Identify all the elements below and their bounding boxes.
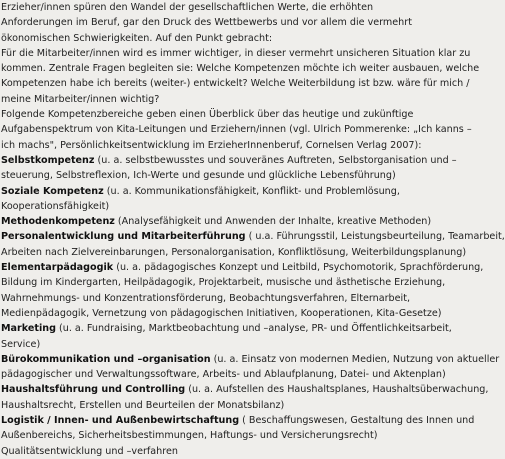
- text-line: [1, 352, 500, 367]
- text-line: [1, 382, 489, 397]
- section-heading: Personalentwicklung und Mitarbeiterführung: [1, 231, 246, 243]
- text-line: [1, 199, 446, 214]
- section-heading: Elementarpädagogik: [1, 262, 114, 274]
- section-heading: Soziale Kompetenz: [1, 185, 104, 197]
- text-line: [1, 46, 471, 61]
- line-text: (u. a. selbstbewusstes und souveränes Auftreten, Selbstorganisation und –: [94, 154, 457, 166]
- text-line: [1, 260, 484, 275]
- section-heading: Logistik / Innen- und Außenbewirtschaftung: [1, 415, 240, 427]
- text-line: [1, 168, 446, 183]
- text-line: [1, 0, 446, 15]
- line-text: ökonomischen Schwierigkeiten. Auf den Punkt gebracht:: [1, 32, 273, 44]
- line-text: (u. a. pädagogisches Konzept und Leitbild, Psychomotorik, Sprachförderung,: [113, 262, 484, 274]
- text-line: [1, 31, 446, 46]
- text-line: [1, 138, 446, 153]
- line-text: meine Mitarbeiter/innen wichtig?: [1, 93, 160, 105]
- line-text: Aufgabenspektrum von Kita-Leitungen und Erziehern/innen (vgl. Ulrich Pommerenke: „Ich kanns –: [1, 124, 472, 136]
- line-text: Kompetenzen habe ich bereits (weiter-) entwickelt? Welche Weiterbildung ist bzw. wäre für mich /: [1, 78, 470, 90]
- line-text: (Analysefähigkeit und Anwenden der Inhalte, kreative Methoden): [114, 216, 432, 228]
- section-heading: Haushaltsführung und Controlling: [1, 384, 186, 396]
- line-text: (u. a. Kommunikationsfähigkeit, Konflikt- und Problemlösung,: [103, 185, 400, 197]
- section-heading: Marketing: [1, 323, 56, 335]
- text-line: [1, 92, 446, 107]
- line-text: steuerung, Selbstreflexion, Ich-Werte und gesunde und glückliche Lebensführung): [1, 170, 396, 182]
- text-line: [1, 428, 446, 443]
- line-text: ich machs", Persönlichkeitsentwicklung im ErzieherInnenberuf, Cornelsen Verlag 2007):: [1, 139, 422, 151]
- line-text: Erzieher/innen spüren den Wandel der gesellschaftlichen Werte, die erhöhten: [1, 2, 374, 13]
- text-line: [1, 76, 470, 91]
- line-text: Bildung im Kindergarten, Heilpädagogik, Projektarbeit, musische und ästhetische Erziehung,: [1, 277, 446, 289]
- line-text: (u. a. Einsatz von modernen Medien, Nutzung von aktueller: [210, 353, 500, 365]
- line-text: Qualitätsentwicklung und –verfahren: [1, 445, 178, 457]
- line-text: (u. a. Fundraising, Marktbeobachtung und –analyse, PR- und Öffentlichkeitsarbeit,: [55, 323, 452, 335]
- text-line: [1, 337, 446, 352]
- text-line: [1, 107, 446, 122]
- line-text: Anforderungen im Beruf, gar den Druck des Wettbewerbs und vor allem die vermehrt: [1, 17, 412, 29]
- line-text: Haushaltsrecht, Erstellen und Beurteilen der Monatsbilanz): [1, 399, 285, 411]
- text-line: [1, 122, 472, 137]
- text-line: [1, 398, 446, 413]
- text-line: [1, 61, 480, 76]
- line-text: pädagogischer und Verwaltungssoftware, Arbeits- und Ablaufplanung, Datei- und Aktenplan): [1, 369, 446, 381]
- text-line: [1, 306, 446, 321]
- section-heading: Selbstkompetenz: [1, 154, 95, 166]
- text-line: [1, 367, 446, 382]
- text-line: [1, 291, 446, 306]
- text-line: [1, 275, 446, 290]
- line-text: Medienpädagogik, Vernetzung von pädagogischen Initiativen, Kooperationen, Kita-Gesetze): [1, 307, 442, 319]
- text-line: [1, 229, 505, 244]
- text-line: [1, 444, 446, 459]
- text-line: [1, 214, 446, 229]
- text-line: [1, 184, 446, 199]
- line-text: Folgende Kompetenzbereiche geben einen Überblick über das heutige und zukünftige: [1, 109, 414, 121]
- line-text: Wahrnehmungs- und Konzentrationsförderung, Beobachtungsverfahren, Elternarbeit,: [1, 292, 411, 304]
- line-text: Arbeiten nach Zielvereinbarungen, Personalorganisation, Konfliktlösung, Weiterbildungsplanung): [1, 246, 467, 258]
- section-heading: Bürokommunikation und –organisation: [1, 353, 211, 365]
- section-heading: Methodenkompetenz: [1, 216, 115, 228]
- text-line: [1, 15, 446, 30]
- line-text: ( Beschaffungswesen, Gestaltung des Innen und: [239, 415, 475, 427]
- text-line: [1, 245, 467, 260]
- text-line: [1, 413, 475, 428]
- text-line: [1, 153, 457, 168]
- line-text: Kooperationsfähigkeit): [1, 200, 110, 212]
- line-text: Für die Mitarbeiter/innen wird es immer wichtiger, in dieser vermehrt unsicheren Situation klar zu: [1, 47, 471, 59]
- line-text: (u. a. Aufstellen des Haushaltsplanes, Haushaltsüberwachung,: [185, 384, 489, 396]
- line-text: kommen. Zentrale Fragen begleiten sie: Welche Kompetenzen möchte ich weiter ausbauen, welche: [1, 63, 480, 75]
- line-text: Außenbereichs, Sicherheitsbestimmungen, Haftungs- und Versicherungsrecht): [1, 430, 378, 442]
- line-text: ( u.a. Führungsstil, Leistungsbeurteilung, Teamarbeit,: [245, 231, 505, 243]
- line-text: Service): [1, 338, 41, 350]
- text-line: [1, 321, 452, 336]
